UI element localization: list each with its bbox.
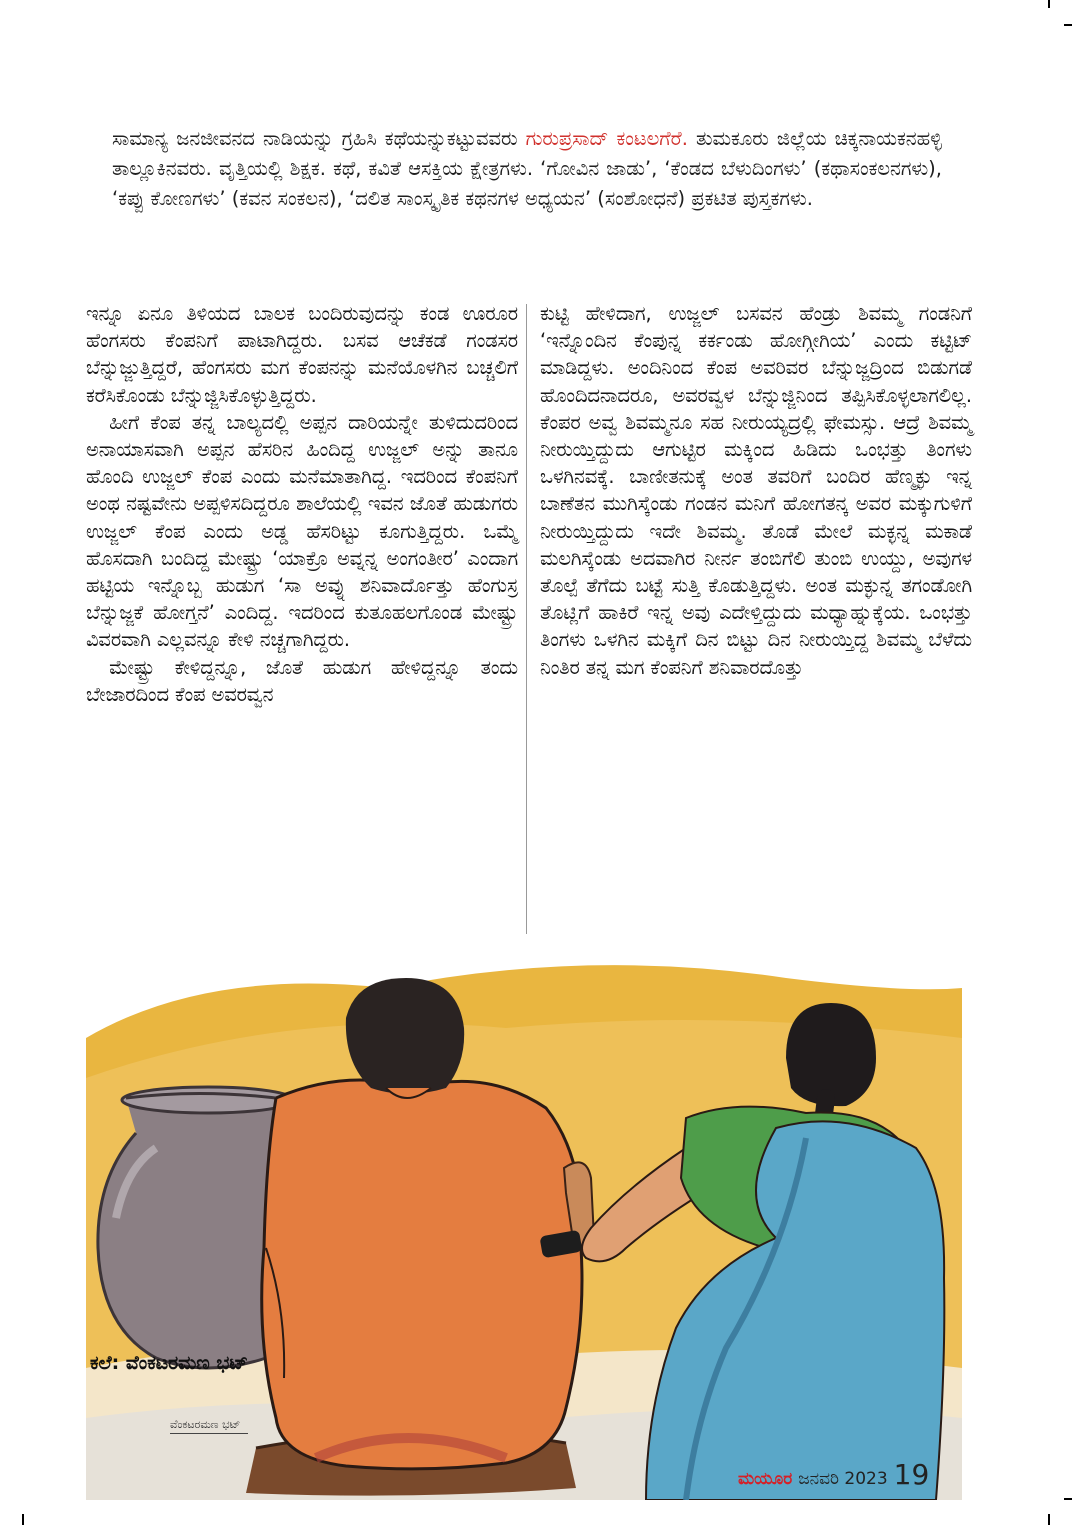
crop-mark — [1048, 1514, 1050, 1525]
paragraph: ಕುಟ್ಟಿ ಹೇಳಿದಾಗ, ಉಜ್ಜಲ್ ಬಸವನ ಹೆಂಡ್ರು ಶಿವಮ್ಮ ಗಂಡನಿಗೆ ‘ಇನ್ನೊಂದಿನ ಕೆಂಪುನ್ನ ಕರ್ಕಂಡು ಹೋಗ್ಗೀಗಿಯ’ ಎಂದು ಕಟ್ಟಿಟ್ ಮಾಡಿದ್ದಳು. ಅಂದಿನಿಂದ ಕೆಂಪ ಅವರಿವರ ಬೆನ್ನುಜ್ಜದ್ರಿಂದ ಬಿಡುಗಡೆ ಹೊಂದಿದನಾದರೂ, ಅವರವ್ವಳ ಬೆನ್ನುಜ್ಜಿನಿಂದ ತಪ್ಪಿಸಿಕೊಳ್ಳಲಾಗಲಿಲ್ಲ. ಕೆಂಪರ ಅವ್ವ ಶಿವಮ್ಮನೂ ಸಹ ನೀರುಯ್ಯದ್ರಲ್ಲಿ ಫೇಮಸ್ಸು. ಆದ್ರೆ ಶಿವಮ್ಮ ನೀರುಯ್ತಿದ್ದುದು ಆಗುಟ್ಟಿರ ಮಕ್ಕಿಂದ ಹಿಡಿದು ಒಂಭತ್ತು ತಿಂಗಳು ಒಳಗಿನವಕ್ಕೆ. ಬಾಣೀತನುಕ್ಕೆ ಅಂತ ತವರಿಗೆ ಬಂದಿರ ಹೆಣ್ಮಕ್ಳು ಇನ್ನ ಬಾಣೆತನ ಮುಗಿಸ್ಕೆಂಡು ಗಂಡನ ಮನಿಗೆ ಹೋಗತನ್ಕ ಅವರ ಮಕ್ಕುಗುಳಿಗೆ ನೀರುಯ್ತಿದ್ದುದು ಇದೇ ಶಿವಮ್ಮ. ತೊಡೆ ಮೇಲೆ ಮಕ್ಳನ್ನ ಮಕಾಡೆ ಮಲಗಿಸ್ಕೆಂಡು ಅದವಾಗಿರ ನೀರ್ನ ತಂಬಿಗೆಲಿ ತುಂಬಿ ಉಯ್ದು, ಅವುಗಳ ತೊಲ್ಪೆ ತೆಗೆದು ಬಟ್ಟೆ ಸುತ್ತಿ ಕೊಡುತ್ತಿದ್ದಳು. ಅಂತ ಮಕ್ಳುನ್ನ ತಗಂಡೋಗಿ ತೊಟ್ಲಿಗೆ ಹಾಕಿರೆ ಇನ್ನ ಅವು ಎದೇಳ್ತಿದ್ದುದು ಮಧ್ಯಾಹ್ನುಕ್ಕೆಯ. ಒಂಭತ್ತು ತಿಂಗಳು ಒಳಗಿನ ಮಕ್ಕಿಗೆ ದಿನ ಬಿಟ್ಟು ದಿನ ನೀರುಯ್ತಿದ್ದ ಶಿವಮ್ಮ ಬೆಳೆದು ನಿಂತಿರ ತನ್ನ ಮಗ ಕೆಂಪನಿಗೆ ಶನಿವಾರದೊತ್ತು — [540, 302, 972, 679]
intro-text: ಸಾಮಾನ್ಯ ಜನಜೀವನದ ನಾಡಿಯನ್ನು ಗ್ರಹಿಸಿ ಕಥೆಯನ್ನುಕಟ್ಟುವವರು — [112, 127, 526, 150]
crop-mark — [1064, 1498, 1072, 1500]
intro-text-continued: ತುಮಕೂರು ಜಿಲ್ಲೆಯ ಚಿಕ್ಕನಾಯಕನಹಳ್ಳಿ ತಾಲ್ಲೂಕಿನವರು. ವೃತ್ತಿಯಲ್ಲಿ ಶಿಕ್ಷಕ. ಕಥೆ, ಕವಿತೆ ಆಸಕ್ತಿಯ ಕ್ಷೇತ್ರಗಳು. ‘ಗೋವಿನ ಜಾಡು’, ‘ಕೆಂಡದ ಬೆಳುದಿಂಗಳು’ (ಕಥಾಸಂಕಲನಗಳು), ‘ಕಪ್ಪು ಕೋಣಗಳು’ (ಕವನ ಸಂಕಲನ), ‘ದಲಿತ ಸಾಂಸ್ಕೃತಿಕ ಕಥನಗಳ ಅಧ್ಯಯನ’ (ಸಂಶೋಧನೆ) ಪ್ರಕಟಿತ ಪುಸ್ತಕಗಳು. — [112, 127, 942, 210]
story-column-left — [86, 300, 518, 708]
author-name: ಗುರುಪ್ರಸಾದ್ ಕಂಟಲಗೆರೆ. — [525, 127, 688, 150]
paragraph: ಇನ್ನೂ ಏನೂ ತಿಳಿಯದ ಬಾಲಕ ಬಂದಿರುವುದನ್ನು ಕಂಡ ಊರೂರ ಹೆಂಗಸರು ಕೆಂಪನಿಗೆ ಪಾಟಾಗಿದ್ದರು. ಬಸವ ಆಚೆಕಡೆ ಗಂಡಸರ ಬೆನ್ನುಜ್ಜುತ್ತಿದ್ದರೆ, ಹೆಂಗಸರು ಮಗ ಕೆಂಪನನ್ನು ಮನೆಯೊಳಗಿನ ಬಚ್ಚಲಿಗೆ ಕರೆಸಿಕೊಂಡು ಬೆನ್ನುಜ್ಜಿಸಿಕೊಳ್ಳುತ್ತಿದ್ದರು. — [86, 302, 518, 407]
author-intro — [112, 124, 942, 214]
crop-mark — [22, 1514, 24, 1525]
story-column-right — [540, 300, 972, 681]
artist-signature: ವೆಂಕಟರಮಣ ಭಟ್ — [170, 1418, 248, 1434]
page-number: 19 — [893, 1458, 930, 1491]
paragraph: ಮೇಷ್ಟ್ರು ಕೇಳಿದ್ದನ್ನೂ, ಜೊತೆ ಹುಡುಗ ಹೇಳಿದ್ದನ್ನೂ ತಂದು ಬೇಜಾರದಿಂದ ಕೆಂಪ ಅವರವ್ವನ — [86, 655, 518, 706]
issue-month: ಜನವರಿ 2023 — [798, 1469, 888, 1489]
magazine-logo: ಮಯೂರ — [738, 1469, 793, 1489]
illustration-credit: ಕಲೆ: ವೆಂಕಟರಮಣ ಭಟ್ — [90, 1352, 248, 1374]
crop-mark — [1048, 0, 1050, 8]
paragraph: ಹೀಗೆ ಕೆಂಪ ತನ್ನ ಬಾಲ್ಯದಲ್ಲಿ ಅಪ್ಪನ ದಾರಿಯನ್ನೇ ತುಳಿದುದರಿಂದ ಅನಾಯಾಸವಾಗಿ ಅಪ್ಪನ ಹೆಸರಿನ ಹಿಂದಿದ್ದ ಉಜ್ಜಲ್ ಅನ್ನು ತಾನೂ ಹೊಂದಿ ಉಜ್ಜಲ್ ಕೆಂಪ ಎಂದು ಮನೆಮಾತಾಗಿದ್ದ. ಇದರಿಂದ ಕೆಂಪನಿಗೆ ಅಂಥ ನಷ್ಟವೇನು ಅಪ್ಪಳಿಸದಿದ್ದರೂ ಶಾಲೆಯಲ್ಲಿ ಇವನ ಜೊತೆ ಹುಡುಗರು ಉಜ್ಜಲ್ ಕೆಂಪ ಎಂದು ಅಡ್ಡ ಹೆಸರಿಟ್ಟು ಕೂಗುತ್ತಿದ್ದರು. ಒಮ್ಮೆ ಹೊಸದಾಗಿ ಬಂದಿದ್ದ ಮೇಷ್ಟ್ರು ‘ಯಾಕ್ರೊ ಅವ್ನನ್ನ ಅಂಗಂತೀರ’ ಎಂದಾಗ ಹಟ್ಟಿಯ ಇನ್ನೊಬ್ಬ ಹುಡುಗ ‘ಸಾ ಅವ್ನು ಶನಿವಾರ್ದೊತ್ತು ಹೆಂಗುಸ್ರ ಬೆನ್ನುಜ್ಜಕೆ ಹೋಗ್ತನೆ’ ಎಂದಿದ್ದ. ಇದರಿಂದ ಕುತೂಹಲಗೊಂಡ ಮೇಷ್ಟ್ರು ವಿವರವಾಗಿ ಎಲ್ಲವನ್ನೂ ಕೇಳಿ ನಚ್ಚಗಾಗಿದ್ದರು. — [86, 410, 518, 652]
page-footer — [738, 1458, 929, 1491]
crop-mark — [1064, 24, 1072, 26]
column-divider — [526, 304, 527, 934]
